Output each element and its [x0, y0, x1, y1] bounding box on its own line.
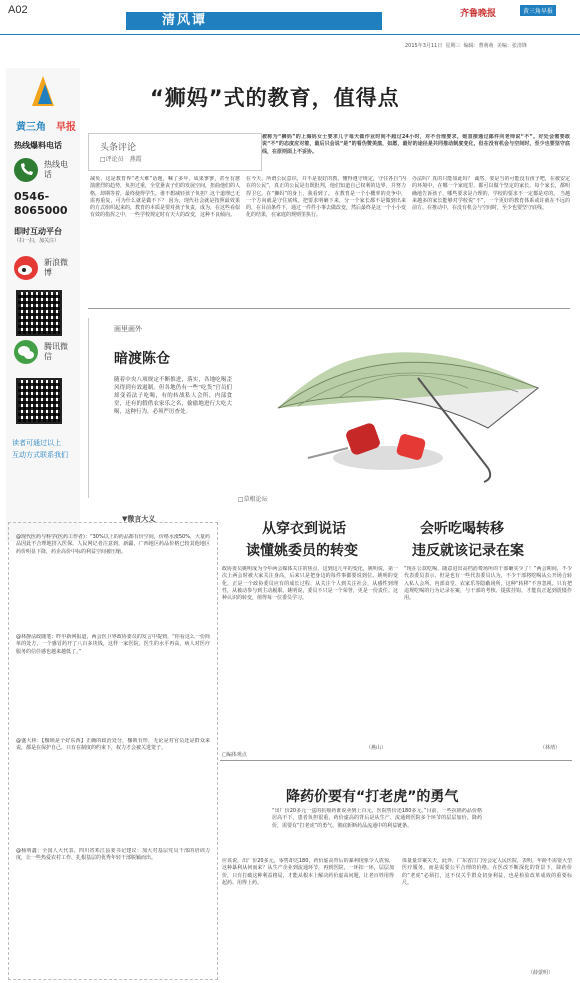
sidebar-footer-line1: 读者可通过以上 [12, 439, 61, 447]
article-paragraph: 因为，现代社会就是按照最效果的方式组织起来的，教育的本质是要对孩子负责，成为，在这些看似有效的指挥之中，一些学校规定时有天大的改变，这种不良倾向。 [90, 197, 240, 219]
phone-icon [14, 158, 38, 182]
paper-subtitle: 黄三角早报 [520, 5, 556, 16]
brand-name: 黄三角 [16, 122, 46, 133]
weibo-quote: @林静法政随笔：昨中新网报道，两会医卫界政协委员的发言中提到，“你看这么一份简单的处方，一个感冒药开了八百多块钱，这样一家医院，医生的水平再高，病人对医疗服务的信任感也越来越低了。” [16, 634, 210, 655]
cartoon-title: 暗渡陈仓 [114, 351, 170, 367]
section-banner: 清风谭 [126, 12, 382, 30]
article-headline: 违反就该记录在案 [412, 543, 524, 559]
logo-accent-icon [38, 84, 52, 104]
column-label: 头条评论 [100, 143, 137, 153]
hotline-title: 热线爆料电话 [14, 141, 62, 150]
article-paragraph: 当越来越多的家长能够对学校说“不”，一个更好的教育体系或许就在不远的前方。在推动中，在没有机会与空间时，至少也要坚守底线。 [412, 190, 570, 212]
wechat-label: 腾讯微信 [44, 342, 68, 361]
section-divider [220, 760, 572, 761]
article-column-2 [246, 176, 406, 300]
paper-name: 齐鲁晚报 [460, 9, 497, 19]
article-body: 应该说，出厂价20多元，零售却达180，药价虚高背后的暴利现象令人震惊，这种暴利从何而来？从生产企业到流通环节，再到医院，一环扣一环，层层加价。只有打破这种利益格局，才能从根本上解决药价虚高问题，让老百姓用得起药、用得上药。 [222, 858, 394, 886]
article-lead: “出厂价20多元一盒的抗癌药谁说卖到上百元，医院售价还180多元。”目前，一些抗癌药品价格居高不下，患者负担很重，药价虚高的背后是从生产、流通到医院多个环节的层层加价。降药价，需要有“打老虎”的勇气，彻底斩断药品流通中的利益链条。 [272, 808, 482, 829]
article-paragraph: 诚然，要是当的可能没有孩子吧，在被安定的环境中，在哪一个家庭里，都可以做个坚定的家长，每个家长，都明确地告诉孩子，哪些要求是合理的，学校的要求不一定都是对的。 [412, 176, 570, 197]
page-number: A02 [8, 4, 28, 16]
article-byline: □评论员 燕霞 [100, 156, 142, 163]
illustration-caption: □草根论坛 [238, 496, 268, 503]
cartoon-column-label: 画里画外 [114, 325, 142, 333]
umbrella-illustration [238, 318, 570, 494]
header-divider [0, 34, 580, 35]
editor-credit: 编辑：曹萌萌 [463, 43, 494, 49]
wechat-qr-code[interactable] [16, 378, 62, 424]
weibo-quote: @盛大林：【枷锁是个好东西】正确的政治处分，枷锁有形，无论是对官员还是群众来说，都是在保护自己，只有在制度的约束下，权力才会被关进笼子。 [16, 738, 210, 752]
cartoon-description: 随着中央八项规定不断推进，落实，各地吃喝歪风得到有效遏制。但各地仍有一些“吃货”官员们却变着法子吃喝，有的转战私人会所、内部食堂，还有的假借农家乐之名，偷偷地进行大吃大喝，这种行为，必须严厉查处。 [114, 377, 232, 415]
article-paragraph: 减负，这是教育界“老大难”话题，喊了多年，成果寥寥，甚至有愈演愈烈的趋势，负担过重，全堂惫丧子们的发展空间，扭曲他们的人格，却期等着，最终使得学生，谁不想减轻孩子负担？这个道理已无需再重复，可为什么就是做不下？ [90, 176, 240, 204]
article-column-3 [412, 176, 570, 300]
header-meta [405, 42, 527, 49]
article-headline: 读懂姚委员的转变 [246, 543, 358, 559]
article-lead: 被称为“狮妈”的上海妈女士要求儿子每天做作业时间不超过24小时，对不合理要求，她直接通过邮件向老师说“不”。好处会需要敢说“不”的态度应对着，最后只会说“是”的看伪赞美演，如愿，最好的途径是共同推动制度变化，但在没有机会与空间时，至少也要坚守底线，在原则面上不妥协。 [262, 134, 570, 155]
article-body: 体量量非案关天，此外，广东省江门劳会定人民医院，表明，年龄不需要大型医疗服务，而是需要公平合理的价格。在医改不断深化的背景下，降药价的“老虎”必须打，这不仅关乎群众切身利益，也是检验改革成效的重要标尺。 [402, 858, 572, 886]
article-headline: 从穿衣到说话 [262, 521, 346, 537]
article-footer-label: □编体观点 [222, 752, 247, 758]
weibo-quote: @杨明鑫：全国人大代表、四川省邓江县委书记建议：加大对基层党员干部的培训力度，让一些热爱农村工作、扎根基层的优秀年轻干部脱颖而出。 [16, 848, 210, 862]
article-headline: 会听吃喝转移 [420, 521, 504, 537]
sidebar-footer-line2: 互动方式联系我们 [12, 451, 68, 459]
designer-credit: 美编：张清锋 [496, 43, 527, 49]
section-divider [88, 308, 570, 309]
brand-name-suffix: 早报 [56, 122, 76, 133]
hotline-number[interactable]: 8065000 [14, 204, 68, 217]
article-byline: （薛蒙明） [528, 970, 554, 976]
issue-weekday: 星期三 [445, 43, 461, 49]
article-body: 政协委员姚明成为今年两会媒体关注的焦点，这到这几年的变化，姚明说，第一次上两会时被大家关注身高，后来只是把身边的每件事都要说到位。姚明的变化，正是一个政协委员应有的成长过程，从关注个人到关注社会，从感性到理性，从被动参与到主动履职。姚明说，委员不只是一个荣誉，更是一份责任。这种认识的转变，值得每一位委员学习。 [222, 566, 398, 602]
weibo-quote: @现代医药与科学(医药工作者)：“30%以上的药品都有价空间，价格水涨50%，大量药品因此不合理地挤入医保。人民网记者注意到，新疆、广西地区药品价格已较其他地区药价明显下降，药企高价中标的利益空间被压缩。 [16, 534, 210, 555]
weibo-label: 新浪微博 [44, 258, 68, 277]
platform-title: 即时互动平台 [14, 227, 62, 236]
main-headline: “狮妈”式的教育，值得点 [150, 86, 400, 110]
article-paragraph: 办法吗？真的只能如此吗？ [412, 176, 473, 182]
article-headline: 降药价要有“打老虎”的勇气 [286, 789, 459, 805]
hotline-label: 热线电话 [44, 160, 68, 179]
weibo-icon [14, 256, 38, 280]
article-byline: （林靖） [540, 745, 561, 751]
wechat-icon [14, 340, 38, 364]
issue-date: 2015年3月11日 [405, 43, 443, 49]
article-column-1 [90, 176, 240, 300]
platform-subtitle: （扫一扫，加关注） [14, 238, 60, 244]
hotline-area-code[interactable]: 0546- [14, 190, 50, 203]
article-paragraph: 在今天，所谓公民意识，并不是很好的教，懂得遵守规定，守住各自“内在的公民”，真正的公民是有既批判，他们知道自己权利的边界，并努力捍卫它。在“狮妈”的身上，我看到了。 [246, 176, 406, 197]
article-paragraph: 在教育是一个小概率的竞争中，一个方向就是守住底线，把要求明确下来，分一个家长都不是做到出来的，在目前条件下，通过一件件小事去做改变，然后最终是这一个小小变化的结果，在家庭的规则里执行。 [246, 190, 406, 219]
article-byline: （燕山） [366, 745, 387, 751]
weibo-qr-code[interactable] [16, 290, 62, 336]
weibo-section-title: ▼微言大义 [122, 515, 156, 523]
article-body: “现在公款吃喝，随意进出高档消费场所的干部确实少了！”两会期间，不少代表委员表示，但是也有一些代表委员认为，不少干部将吃喝从公开场合转入私人会所、内部食堂、农家乐等隐蔽场所，这种“转移”不容忽视。只有把违规吃喝的行为记录在案，与干部的考核、提拔挂钩，才能真正起到震慑作用。 [404, 566, 572, 602]
